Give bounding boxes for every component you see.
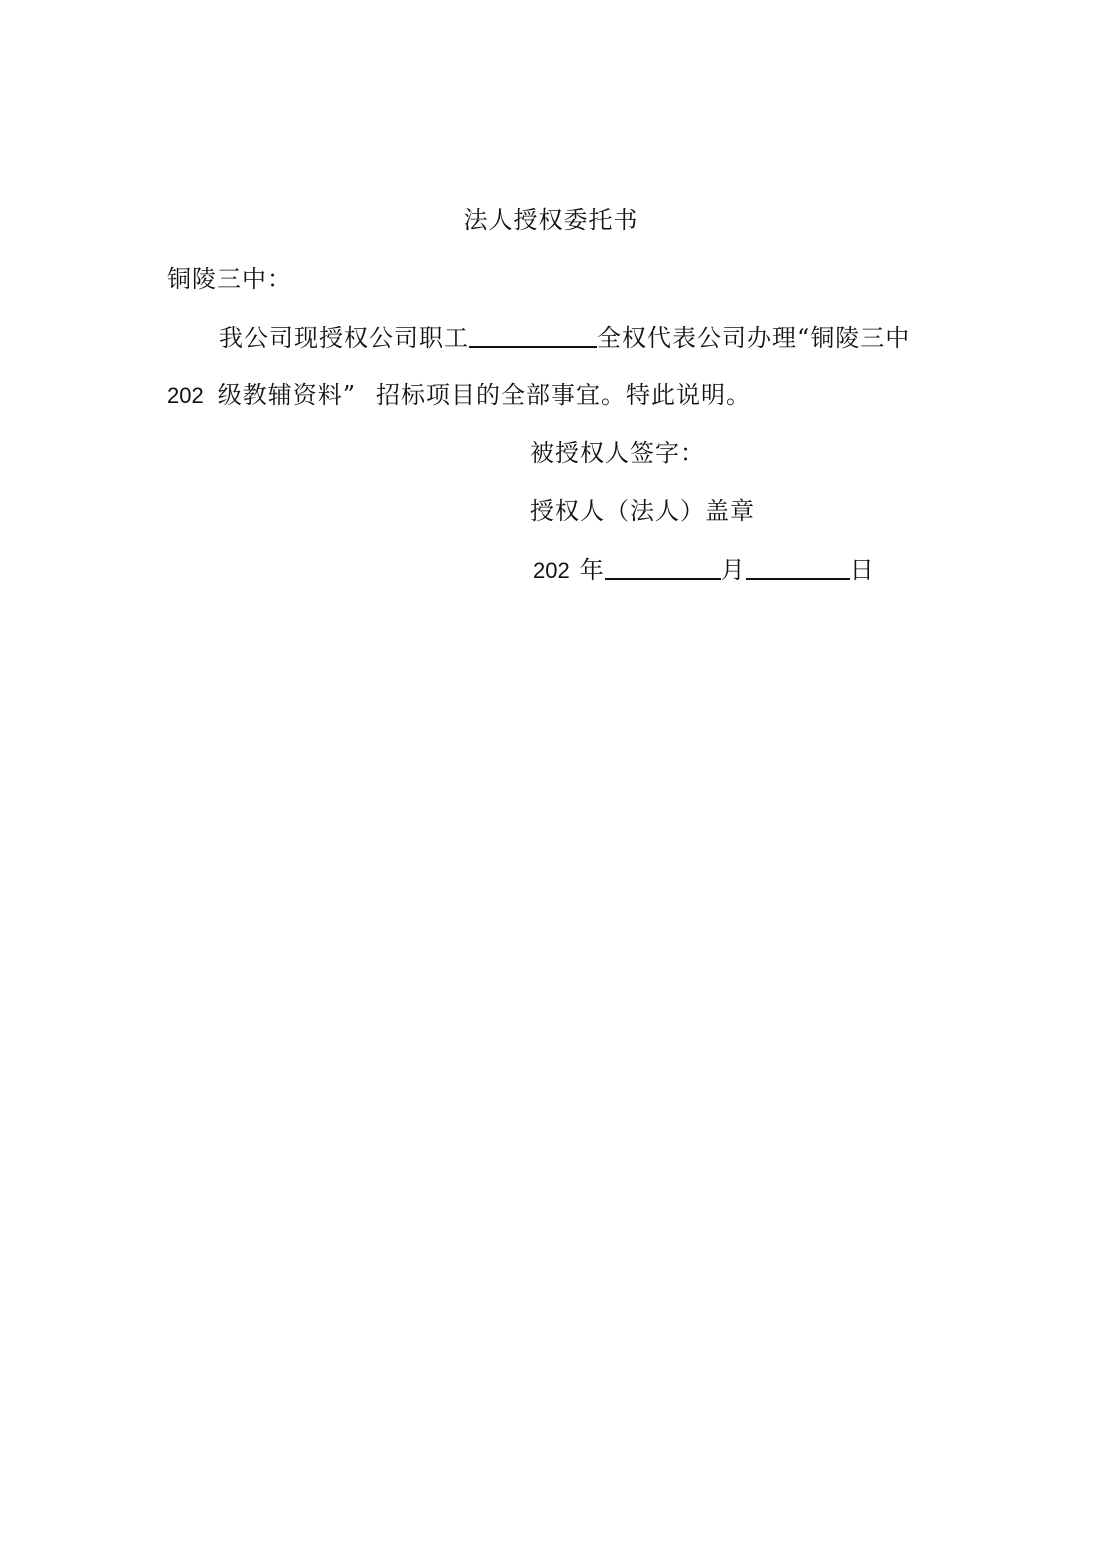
month-blank [605,554,721,580]
document-title: 法人授权委托书 [463,206,639,234]
date-month-char: 月 [720,556,746,584]
body-text-after-blank: 全权代表公司办理“铜陵三中 [597,324,911,352]
date-day-char: 日 [849,556,875,584]
body-text-rest: 招标项目的全部事宜。特此说明。 [376,381,751,409]
authorizer-seal: 授权人（法人）盖章 [530,497,755,525]
authorized-person-signature: 被授权人签字： [530,439,705,467]
date-year: 202 [533,558,570,583]
body-text-before-blank: 我公司现授权公司职工 [219,324,469,352]
date-year-char: 年 [579,556,605,584]
day-blank [746,554,850,580]
body-year: 202 [167,383,204,408]
recipient-line: 铜陵三中： [167,265,292,293]
date-line [533,554,875,586]
body-line-2 [167,380,751,411]
body-line-1 [219,322,910,353]
body-project-name: 级教辅资料” [217,381,356,409]
employee-name-blank [469,322,597,348]
